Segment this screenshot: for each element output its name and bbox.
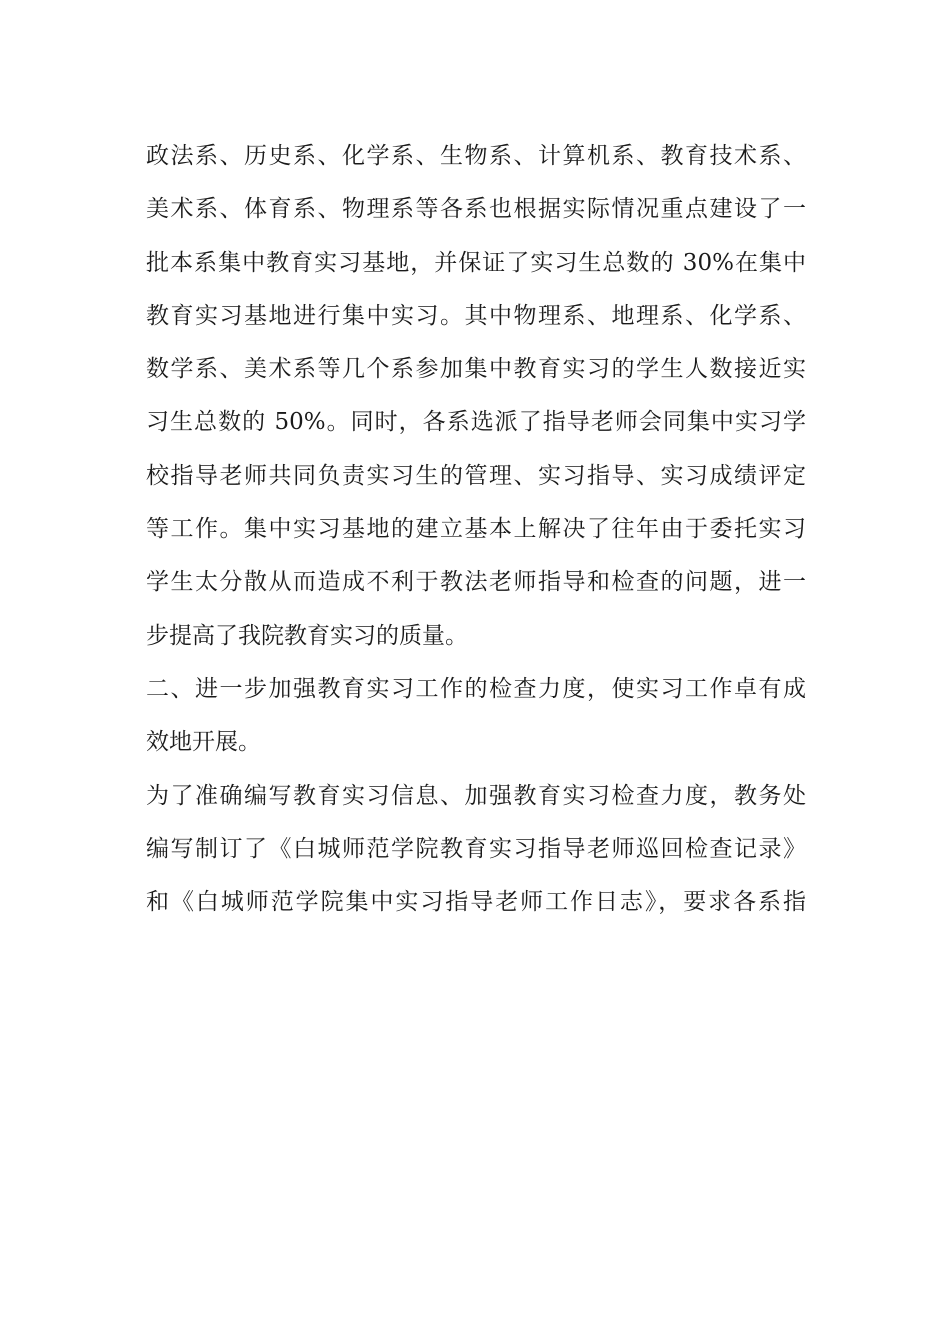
text-line: 步提高了我院教育实习的质量。	[146, 622, 468, 649]
text-line: 为了准确编写教育实习信息、加强教育实习检查力度，教务处	[146, 782, 806, 809]
text-line: 教育实习基地进行集中实习。其中物理系、地理系、化学系、	[146, 302, 806, 329]
text-line: 效地开展。	[146, 729, 261, 756]
text-line: 校指导老师共同负责实习生的管理、实习指导、实习成绩评定	[146, 462, 806, 489]
text-line: 习生总数的 50%。同时，各系选派了指导老师会同集中实习学	[146, 409, 806, 436]
text-line: 学生太分散从而造成不利于教法老师指导和检查的问题，进一	[146, 569, 806, 596]
text-line: 二、进一步加强教育实习工作的检查力度，使实习工作卓有成	[146, 675, 806, 702]
text-line: 和《白城师范学院集中实习指导老师工作日志》，要求各系指	[146, 889, 806, 916]
text-line: 编写制订了《白城师范学院教育实习指导老师巡回检查记录》	[146, 835, 806, 862]
text-line: 数学系、美术系等几个系参加集中教育实习的学生人数接近实	[146, 356, 806, 383]
text-line: 等工作。集中实习基地的建立基本上解决了往年由于委托实习	[146, 516, 806, 543]
text-line: 美术系、体育系、物理系等各系也根据实际情况重点建设了一	[146, 196, 806, 223]
body-text	[146, 130, 806, 929]
text-line: 政法系、历史系、化学系、生物系、计算机系、教育技术系、	[146, 143, 806, 169]
text-line: 批本系集中教育实习基地，并保证了实习生总数的 30%在集中	[146, 249, 806, 276]
